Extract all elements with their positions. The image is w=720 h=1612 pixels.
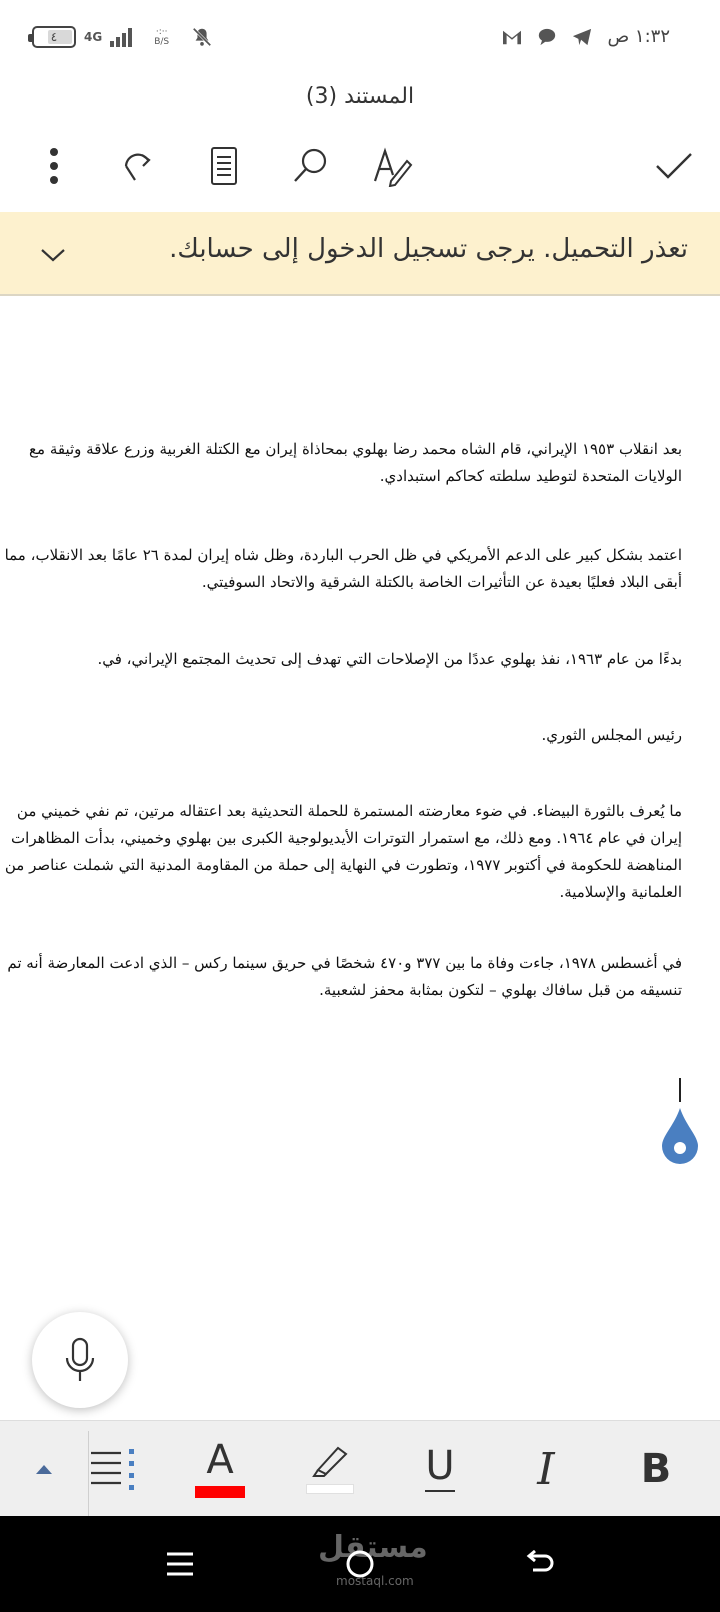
more-vertical-icon <box>48 146 60 186</box>
paragraph[interactable]: في أغسطس ١٩٧٨، جاءت وفاة ما بين ٣٧٧ و٤٧٠ شخصًا في حريق سينما ركس – الذي ادعت المعارضة أنه تم تنسيقه من قبل سافاك بهلوي – لتكون بمثابة محفز لشعبية. <box>7 954 682 999</box>
bell-off-icon <box>191 26 213 48</box>
list-format-button[interactable] <box>86 1431 138 1507</box>
search-button[interactable] <box>284 140 336 192</box>
document-title[interactable]: المستند (3) <box>305 84 415 109</box>
highlight-button[interactable] <box>304 1431 356 1507</box>
list-format-icon <box>89 1447 135 1491</box>
microphone-icon <box>62 1336 98 1384</box>
paragraph[interactable]: بعد انقلاب ١٩٥٣ الإيراني، قام الشاه محمد رضا بهلوي بمحاذاة إيران مع الكتلة الغربية وزرع علاقة وثيقة مع الولايات المتحدة لتوطيد سلطته كحاكم استبدادي. <box>29 440 682 485</box>
italic-label: I <box>537 1443 555 1495</box>
status-bar <box>0 0 720 82</box>
paragraph[interactable]: بدءًا من عام ١٩٦٣، نفذ بهلوي عددًا من الإصلاحات التي تهدف إلى تحديث المجتمع الإيراني، في. <box>97 650 682 668</box>
menu-icon <box>166 1551 194 1577</box>
banner-message: تعذر التحميل. يرجى تسجيل الدخول إلى حسابك. <box>169 234 688 264</box>
banner-expand-button[interactable] <box>36 238 70 272</box>
highlighter-icon <box>308 1444 352 1478</box>
watermark-domain: mostaql.com <box>336 1574 414 1588</box>
battery-icon <box>32 26 76 48</box>
edit-text-button[interactable] <box>366 140 418 192</box>
font-color-swatch <box>195 1486 245 1498</box>
upload-error-banner <box>0 212 720 296</box>
network-type: 4G <box>84 30 103 44</box>
paragraph[interactable]: ما يُعرف بالثورة البيضاء. في ضوء معارضته المستمرة للحملة التحديثية بعد اعتقاله مرتين، تم نفي خميني من إيران في عام ١٩٦٤. ومع ذلك، مع استمرار التوترات الأيديولوجية الكبرى بين بهلوي وخميني، بدأت المظاهرات المناهضة للحكومة في أكتوبر ١٩٧٧، وتطورت في النهاية إلى حملة من المقاومة المدنية التي شملت عناصر من العلمانية والإسلامية. <box>4 802 682 901</box>
done-button[interactable] <box>648 140 700 192</box>
underline-button[interactable] <box>414 1431 466 1507</box>
back-icon <box>525 1550 555 1578</box>
back-button[interactable] <box>512 1536 568 1592</box>
reading-view-icon <box>209 146 239 186</box>
expand-ribbon-button[interactable] <box>22 1431 66 1507</box>
chevron-down-icon <box>40 247 66 263</box>
status-left <box>32 26 213 48</box>
caret-up-icon <box>35 1463 53 1475</box>
network-speed: ·:·· B/S <box>154 27 170 47</box>
document-body[interactable] <box>0 298 720 1418</box>
status-right <box>501 26 670 47</box>
watermark-brand: مستقل <box>318 1530 428 1565</box>
underline-label: U <box>425 1443 455 1489</box>
reading-view-button[interactable] <box>198 140 250 192</box>
font-color-button[interactable] <box>194 1431 246 1507</box>
signal-icon <box>110 27 132 47</box>
battery-level: ٤ <box>50 30 58 44</box>
home-icon <box>344 1548 376 1580</box>
paragraph[interactable]: رئيس المجلس الثوري. <box>541 726 682 744</box>
cursor-handle-icon[interactable] <box>660 1106 700 1166</box>
format-toolbar <box>0 1420 720 1516</box>
search-icon <box>290 146 330 186</box>
gmail-icon <box>501 28 523 46</box>
clock: ١:٣٢ ص <box>607 26 670 47</box>
font-color-label: A <box>206 1437 234 1483</box>
chat-bubble-icon <box>537 28 557 46</box>
italic-button[interactable] <box>520 1431 572 1507</box>
redo-icon <box>118 146 158 186</box>
checkmark-icon <box>654 150 694 182</box>
telegram-icon <box>571 27 593 47</box>
text-cursor <box>679 1078 681 1102</box>
system-nav-bar <box>0 1516 720 1612</box>
edit-text-icon <box>371 145 413 187</box>
redo-button[interactable] <box>112 140 164 192</box>
highlight-color-swatch <box>306 1484 354 1494</box>
paragraph[interactable]: اعتمد بشكل كبير على الدعم الأمريكي في ظل الحرب الباردة، وظل شاه إيران لمدة ٢٦ عامًا بعد الانقلاب، مما أبقى البلاد فعليًا بعيدة عن التأثيرات الخاصة بالكتلة الشرقية والاتحاد السوفيتي. <box>4 546 682 591</box>
menu-button[interactable] <box>152 1536 208 1592</box>
home-button[interactable] <box>332 1536 388 1592</box>
bold-button[interactable] <box>628 1431 684 1507</box>
more-options-button[interactable] <box>28 140 80 192</box>
bold-label: B <box>640 1446 672 1492</box>
top-toolbar <box>0 130 720 204</box>
dictate-button[interactable] <box>32 1312 128 1408</box>
